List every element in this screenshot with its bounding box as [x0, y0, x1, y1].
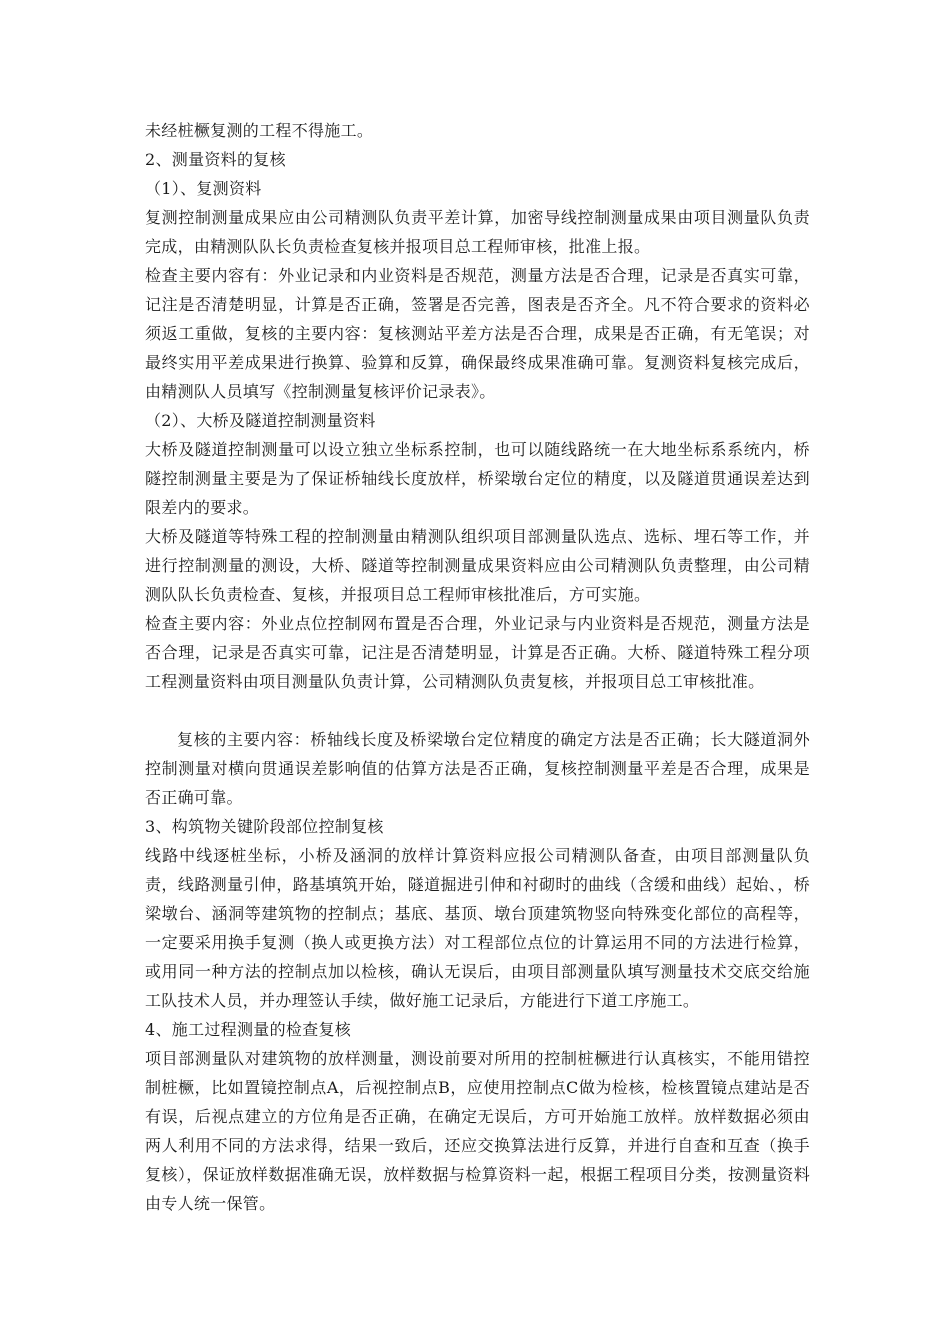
paragraph: 复测控制测量成果应由公司精测队负责平差计算，加密导线控制测量成果由项目测量队负责完成，由精测队队长负责检查复核并报项目总工程师审核，批准上报。: [145, 208, 810, 256]
section-heading: 4、施工过程测量的检查复核: [145, 1020, 352, 1039]
paragraph: 线路中线逐桩坐标，小桥及涵洞的放样计算资料应报公司精测队备查，由项目部测量队负责，线路测量引伸，路基填筑开始，隧道掘进引伸和衬砌时的曲线（含缓和曲线）起始、，桥梁墩台、涵洞等建筑物的控制点；基底、基顶、墩台顶建筑物竖向特殊变化部位的高程等，一定要采用换手复测（换人或更换方法）对工程部位点位的计算运用不同的方法进行检算，或用同一种方法的控制点加以检核，确认无误后，由项目部测量队填写测量技术交底交给施工队技术人员，并办理签认手续，做好施工记录后，方能进行下道工序施工。: [145, 846, 810, 1010]
paragraph-indented: 复核的主要内容：桥轴线长度及桥梁墩台定位精度的确定方法是否正确；长大隧道洞外控制测量对横向贯通误差影响值的估算方法是否正确，复核控制测量平差是否合理，成果是否正确可靠。: [145, 730, 810, 807]
blank-line: [145, 696, 810, 725]
paragraph: 未经桩橛复测的工程不得施工。: [145, 121, 374, 140]
paragraph: 大桥及隧道等特殊工程的控制测量由精测队组织项目部测量队选点、选标、埋石等工作，并进行控制测量的测设，大桥、隧道等控制测量成果资料应由公司精测队负责整理，由公司精测队队长负责检查、复核，并报项目总工程师审核批准后，方可实施。: [145, 527, 810, 604]
section-heading: 2、测量资料的复核: [145, 150, 286, 169]
section-heading: 3、构筑物关键阶段部位控制复核: [145, 817, 384, 836]
document-body: [145, 116, 810, 1218]
subsection-heading: （1）、复测资料: [145, 179, 262, 198]
paragraph: 大桥及隧道控制测量可以设立独立坐标系控制，也可以随线路统一在大地坐标系系统内，桥隧控制测量主要是为了保证桥轴线长度放样，桥梁墩台定位的精度，以及隧道贯通误差达到限差内的要求。: [145, 440, 810, 517]
subsection-heading: （2）、大桥及隧道控制测量资料: [145, 411, 376, 430]
paragraph: 检查主要内容有：外业记录和内业资料是否规范，测量方法是否合理，记录是否真实可靠，记注是否清楚明显，计算是否正确，签署是否完善，图表是否齐全。凡不符合要求的资料必须返工重做，复核的主要内容：复核测站平差方法是否合理，成果是否正确，有无笔误；对最终实用平差成果进行换算、验算和反算，确保最终成果准确可靠。复测资料复核完成后，由精测队人员填写《控制测量复核评价记录表》。: [145, 266, 810, 401]
paragraph: 项目部测量队对建筑物的放样测量，测设前要对所用的控制桩橛进行认真核实，不能用错控制桩橛，比如置镜控制点A，后视控制点B，应使用控制点C做为检核，检核置镜点建站是否有误，后视点建立的方位角是否正确，在确定无误后，方可开始施工放样。放样数据必须由两人利用不同的方法求得，结果一致后，还应交换算法进行反算，并进行自查和互查（换手复核），保证放样数据准确无误，放样数据与检算资料一起，根据工程项目分类，按测量资料由专人统一保管。: [145, 1049, 810, 1213]
paragraph: 检查主要内容：外业点位控制网布置是否合理，外业记录与内业资料是否规范，测量方法是否合理，记录是否真实可靠，记注是否清楚明显，计算是否正确。大桥、隧道特殊工程分项工程测量资料由项目测量队负责计算，公司精测队负责复核，并报项目总工审核批准。: [145, 614, 810, 691]
